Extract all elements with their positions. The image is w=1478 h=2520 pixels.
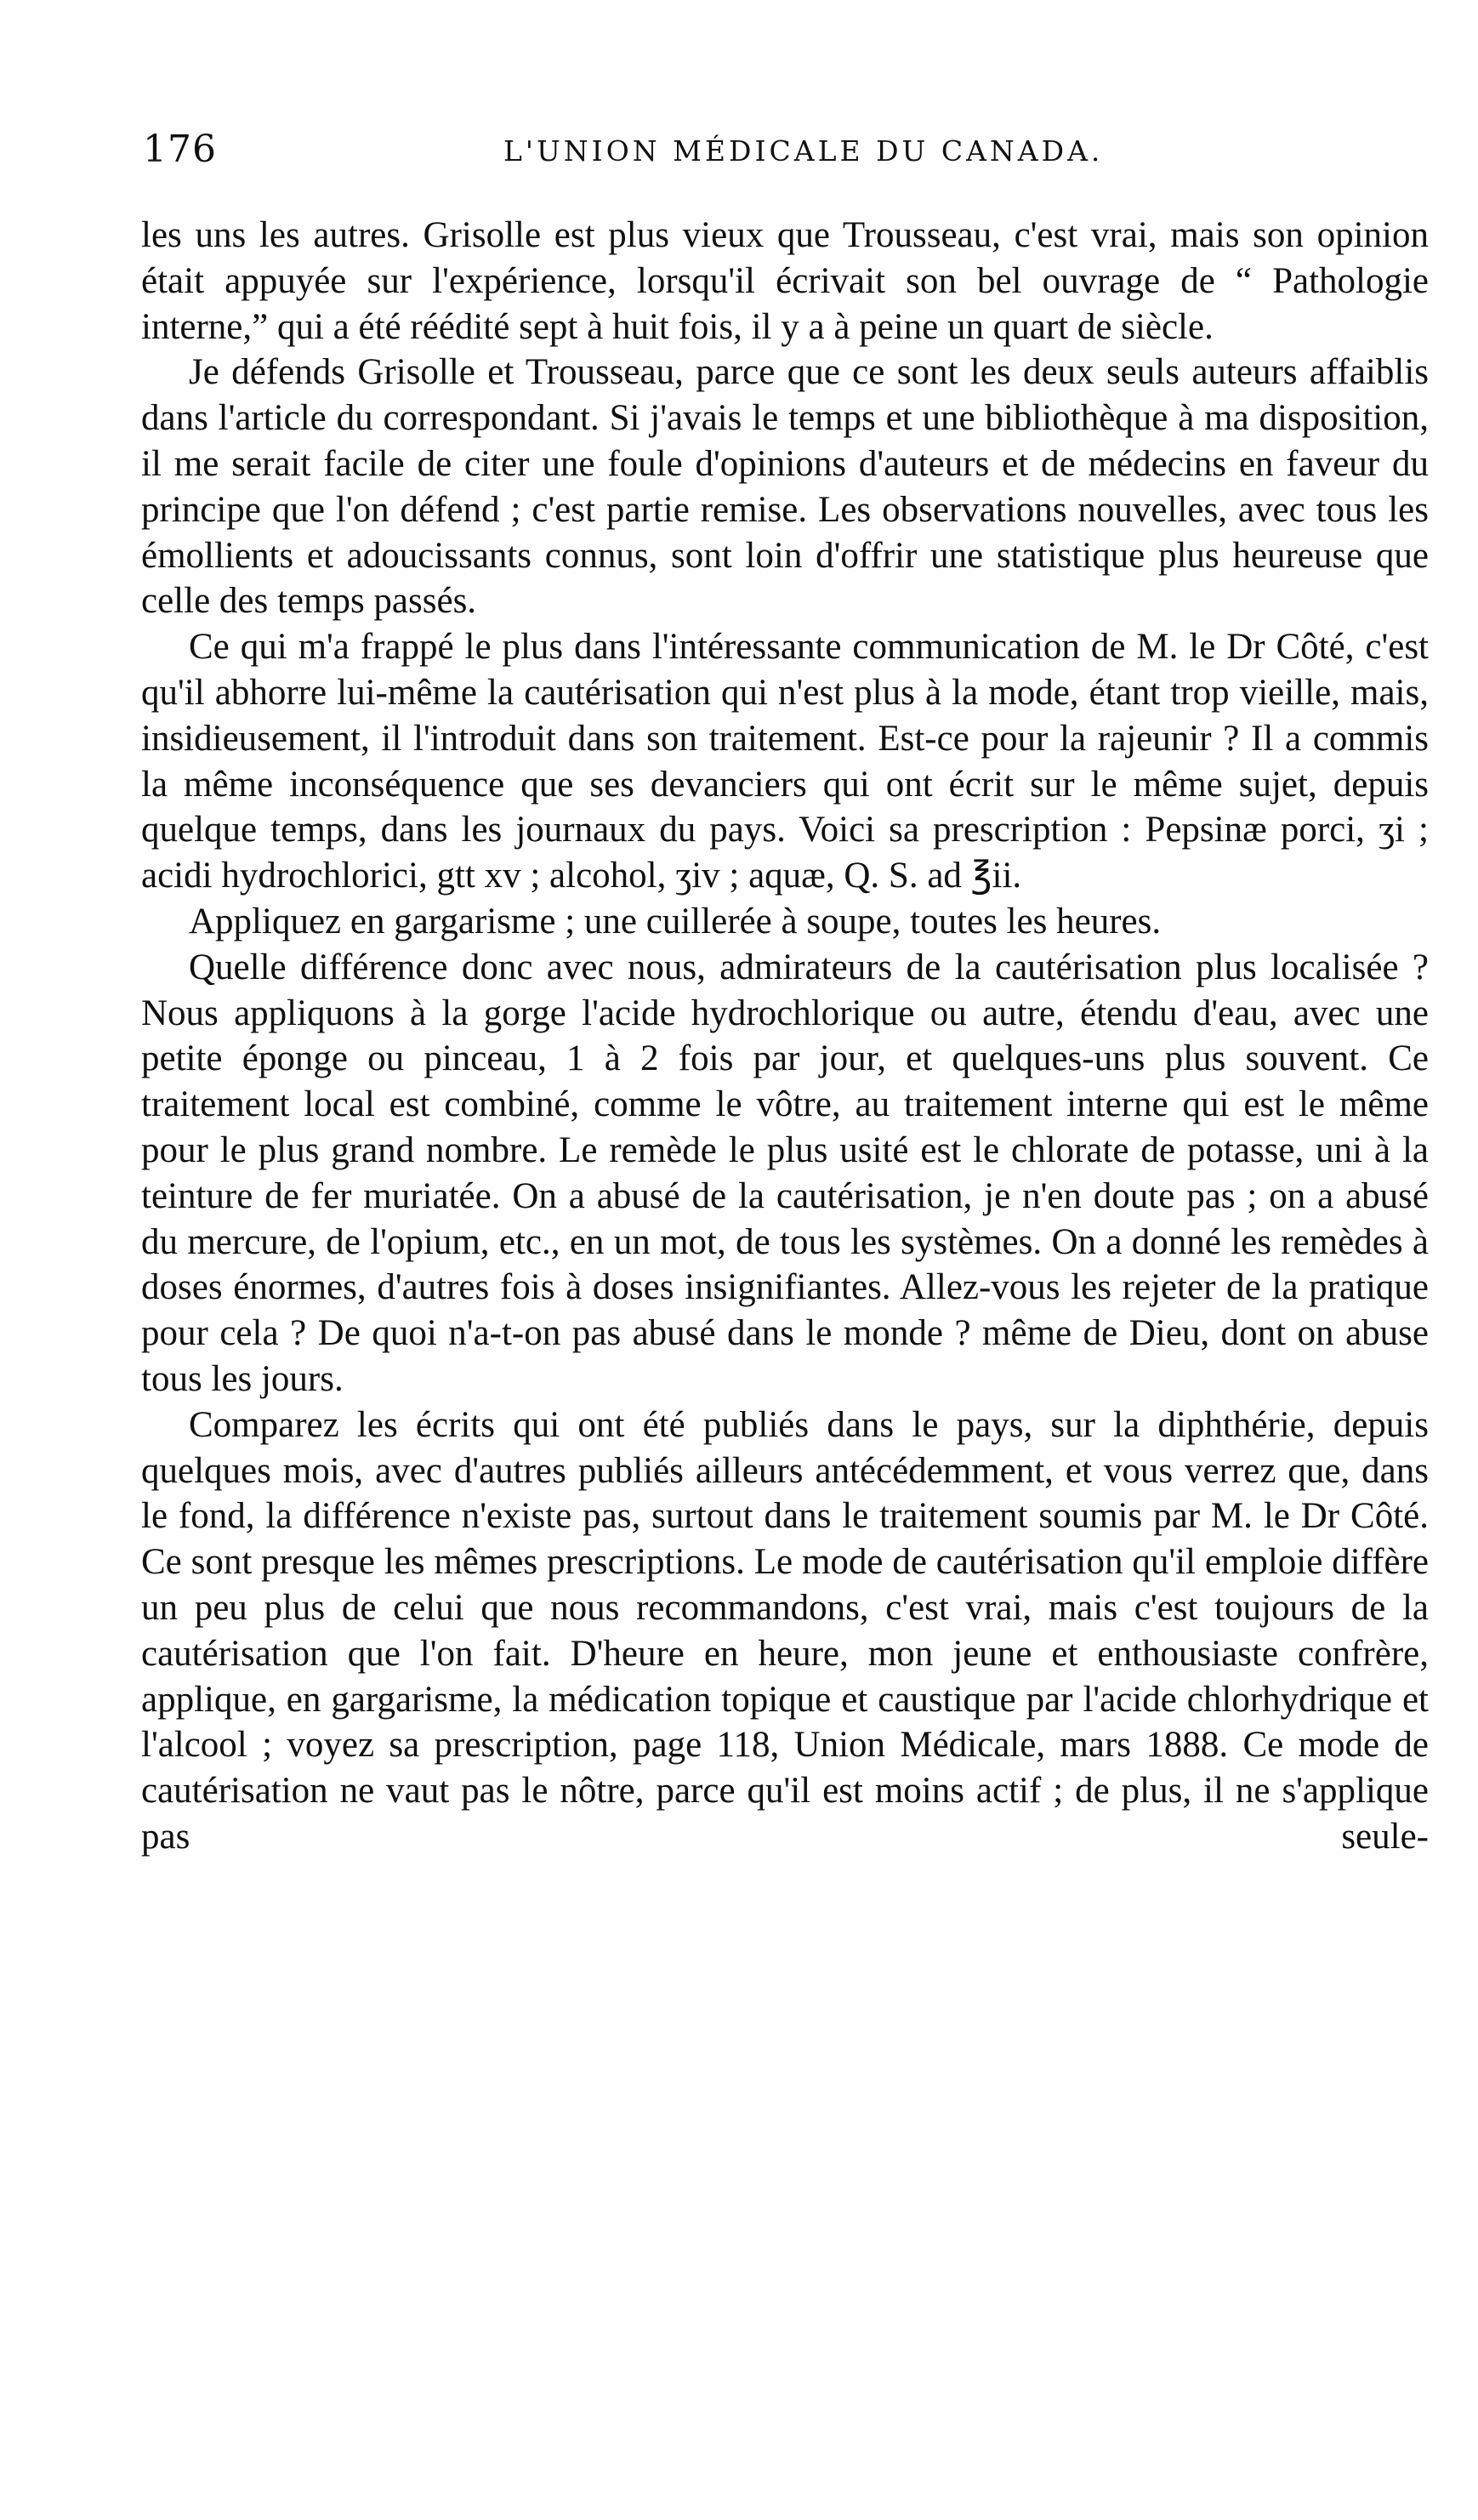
page-number: 176 — [143, 128, 217, 171]
running-title: L'UNION MÉDICALE DU CANADA. — [503, 134, 1104, 168]
paragraph-2: Je défends Grisolle et Trousseau, parce que ce sont les deux seuls auteurs affaiblis dans l'article du correspondant. Si j'avais le temps et une bibliothèque à ma disposition, il me serait facile de citer une foule d'opinions d'auteurs et de médecins en faveur du principe que l'on défend ; c'est partie remise. Les observations nouvelles, avec tous les émollients et adoucissants connus, sont loin d'offrir une statistique plus heureuse que celle des temps passés. — [141, 352, 1429, 622]
paragraph-1: les uns les autres. Grisolle est plus vieux que Trousseau, c'est vrai, mais son opinion était appuyée sur l'expérience, lorsqu'il écrivait son bel ouvrage de “ Pathologie interne,” qui a été réédité sept à huit fois, il y a à peine un quart de siècle. — [141, 215, 1429, 347]
paragraph-3: Ce qui m'a frappé le plus dans l'intéressante communication de M. le Dr Côté, c'est qu'il abhorre lui-même la cautérisation qui n'est plus à la mode, étant trop vieille, mais, insidieusement, il l'introduit dans son traitement. Est-ce pour la rajeunir ? Il a commis la même inconséquence que ses devanciers qui ont écrit sur le même sujet, depuis quelque temps, dans les journaux du pays. Voici sa prescription : Pepsinæ porci, ʒi ; acidi hydrochlorici, gtt xv ; alcohol, ʒiv ; aquæ, Q. S. ad ℥ii. — [141, 627, 1429, 896]
paragraph-4: Appliquez en gargarisme ; une cuillerée à soupe, toutes les heures. — [189, 901, 1162, 941]
page-header — [143, 128, 1435, 179]
paragraph-6: Comparez les écrits qui ont été publiés dans le pays, sur la diphthérie, depuis quelques mois, avec d'autres publiés ailleurs antécédemment, et vous verrez que, dans le fond, la différence n'existe pas, surtout dans le traitement soumis par M. le Dr Côté. Ce sont presque les mêmes prescriptions. Le mode de cautérisation qu'il emploie diffère un peu plus de celui que nous recommandons, c'est vrai, mais c'est toujours de la cautérisation que l'on fait. D'heure en heure, mon jeune et enthousiaste confrère, applique, en gargarisme, la médication topique et caustique par l'acide chlorhydrique et l'alcool ; voyez sa prescription, page 118, Union Médicale, mars 1888. Ce mode de cautérisation ne vaut pas le nôtre, parce qu'il est moins actif ; de plus, il ne s'applique pas seule- — [141, 1404, 1429, 1857]
article-body — [141, 213, 1429, 1860]
paragraph-5: Quelle différence donc avec nous, admirateurs de la cautérisation plus localisée ? Nous appliquons à la gorge l'acide hydrochlorique ou autre, étendu d'eau, avec une petite éponge ou pinceau, 1 à 2 fois par jour, et quelques-uns plus souvent. Ce traitement local est combiné, comme le vôtre, au traitement interne qui est le même pour le plus grand nombre. Le remède le plus usité est le chlorate de potasse, uni à la teinture de fer muriatée. On a abusé de la cautérisation, je n'en doute pas ; on a abusé du mercure, de l'opium, etc., en un mot, de tous les systèmes. On a donné les remèdes à doses énormes, d'autres fois à doses insignifiantes. Allez-vous les rejeter de la pratique pour cela ? De quoi n'a-t-on pas abusé dans le monde ? même de Dieu, dont on abuse tous les jours. — [141, 947, 1429, 1399]
